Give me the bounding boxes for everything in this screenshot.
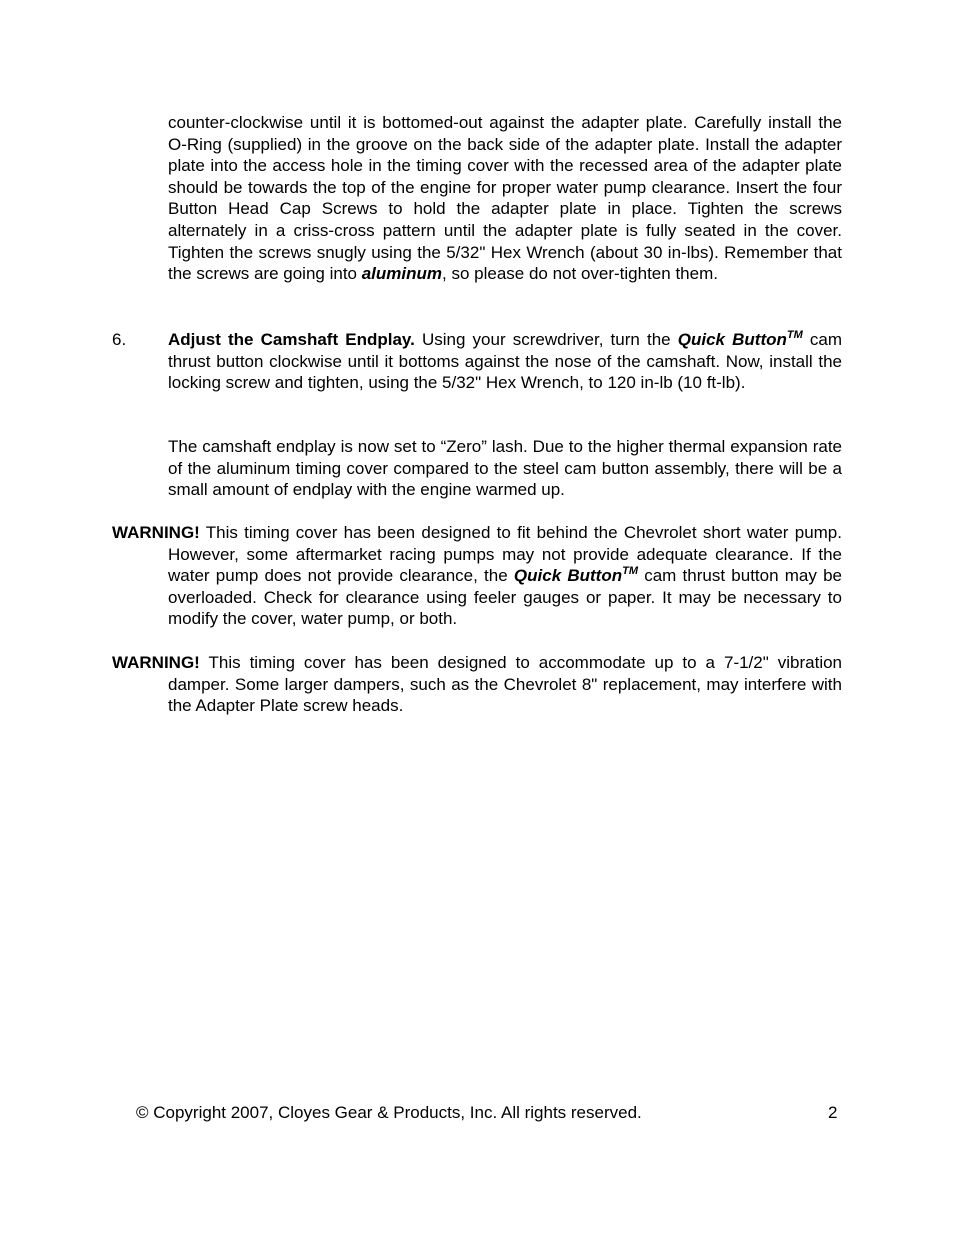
warning-damper-text: This timing cover has been designed to accommodate up to a 7-1/2" vibration damper. Some larger dampers, such as the Chevrolet 8" replacement, may interfere with the Adapter Plate screw heads. (168, 653, 842, 716)
warning-water-pump-text: This timing cover has been designed to fit behind the Chevrolet short water pump. However, some aftermarket racing pumps may not provide adequate clearance. If the water pump does not provide clearance, the (168, 523, 842, 586)
endplay-paragraph (168, 436, 842, 501)
adapter-plate-text-end: , so please do not over-tighten them. (442, 264, 718, 284)
aluminum-emphasis: aluminum (361, 264, 443, 284)
endplay-text: The camshaft endplay is now set to “Zero” lash. Due to the higher thermal expansion rate of the aluminum timing cover compared to the steel cam button assembly, there will be a small amount of endplay with the engine warmed up. (168, 437, 842, 500)
quick-button-product: Quick Button (677, 330, 787, 349)
warning-label: WARNING! (112, 653, 200, 672)
trademark-mark: TM (622, 565, 639, 578)
copyright-footer: © Copyright 2007, Cloyes Gear & Products, Inc. All rights reserved. (136, 1103, 642, 1122)
step6-text: Using your screwdriver, turn the (414, 330, 678, 349)
adapter-plate-text: counter-clockwise until it is bottomed-out against the adapter plate. Carefully install the O-Ring (supplied) in the groove on the back side of the adapter plate. Install the adapter plate into the access hole in the timing cover with the recessed area of the adapter plate should be towards the top of the engine for proper water pump clearance. Insert the four Button Head Cap Screws to hold the adapter plate in place. Tighten the screws alternately in a criss-cross pattern until the adapter plate is fully seated in the cover. Tighten the screws snugly using the 5/32" Hex Wrench (about 30 in-lbs). Remember that the screws are going into (168, 113, 842, 284)
adapter-plate-paragraph (168, 112, 842, 285)
trademark-mark: TM (786, 329, 803, 341)
warning-damper (112, 652, 842, 717)
page-number: 2 (828, 1103, 838, 1122)
warning-water-pump (112, 522, 842, 630)
warning-label: WARNING! (112, 523, 200, 542)
warning-water-pump-text-end: cam thrust button may be overloaded. Check for clearance using feeler gauges or paper. It may be necessary to modify the cover, water pump, or both. (168, 566, 842, 629)
quick-button-product: Quick Button (513, 566, 623, 586)
step6-heading: Adjust the Camshaft Endplay. (168, 330, 415, 349)
step6-text-end: cam thrust button clockwise until it bottoms against the nose of the camshaft. Now, install the locking screw and tighten, using the 5/32" Hex Wrench, to 120 in-lb (10 ft-lb). (168, 330, 843, 393)
step-number: 6. (112, 330, 127, 349)
step6-paragraph (168, 329, 842, 394)
